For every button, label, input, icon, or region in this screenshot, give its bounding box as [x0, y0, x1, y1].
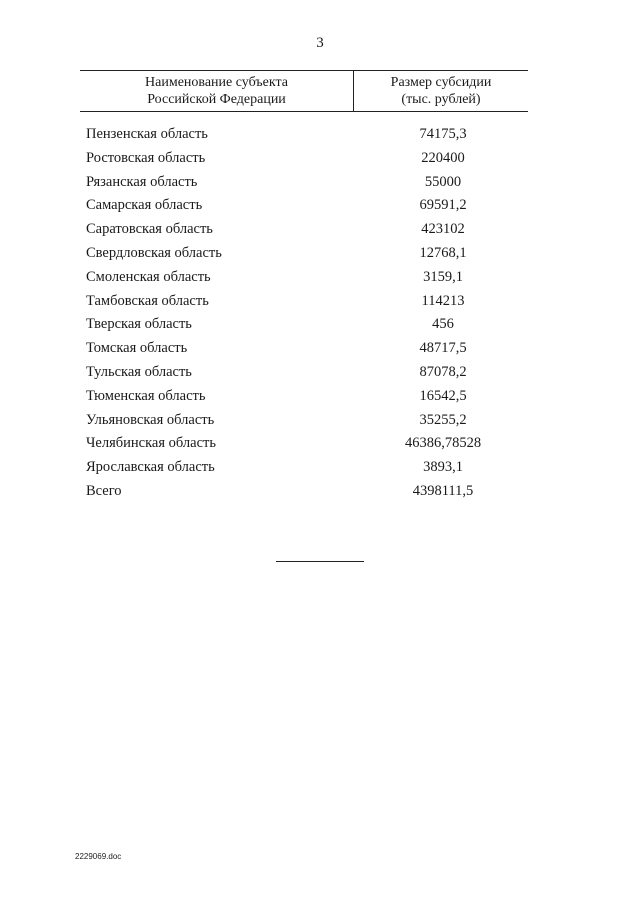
subsidy-amount: 55000 [424, 173, 462, 190]
column-header-region-line1: Наименование субъекта [145, 75, 288, 90]
region-name: Самарская область [86, 197, 203, 214]
table-row [86, 481, 528, 505]
subsidy-amount: 456 [432, 316, 454, 333]
table-row [86, 243, 528, 267]
region-name: Ульяновская область [86, 411, 215, 428]
region-name: Челябинская область [86, 435, 216, 452]
column-header-subsidy-line2: (тыс. рублей) [401, 92, 481, 107]
subsidy-amount: 69591,2 [419, 197, 467, 214]
subsidy-amount: 423102 [421, 221, 465, 238]
column-header-region-line2: Российской Федерации [147, 92, 286, 107]
table-row [86, 457, 528, 481]
column-header-subsidy-line1: Размер субсидии [390, 75, 492, 90]
table-row [86, 219, 528, 243]
subsidy-amount: 74175,3 [419, 126, 467, 142]
region-name: Ростовская область [86, 149, 206, 166]
table-row [86, 338, 528, 362]
subsidy-amount: 46386,78528 [404, 435, 482, 452]
table-row [86, 433, 528, 457]
table-row [86, 362, 528, 386]
table-row [86, 195, 528, 219]
region-name: Тульская область [86, 363, 192, 380]
table-row [86, 386, 528, 410]
region-name: Смоленская область [86, 268, 211, 285]
table-row [86, 124, 528, 148]
region-name: Тамбовская область [86, 292, 209, 309]
table-row [86, 172, 528, 196]
region-name: Саратовская область [86, 221, 213, 238]
page-number: 3 [316, 35, 324, 51]
subsidy-amount: 3893,1 [423, 459, 463, 476]
region-name: Томская область [86, 340, 188, 357]
column-header-region [80, 74, 353, 108]
subsidy-amount: 4398111,5 [412, 482, 474, 499]
document-code: 2229069.doc [75, 852, 122, 861]
region-name: Всего [86, 482, 122, 499]
region-name: Тюменская область [86, 387, 206, 404]
table-header [80, 70, 528, 112]
region-name: Пензенская область [86, 126, 208, 142]
region-name: Тверская область [86, 316, 192, 333]
table-body [86, 124, 528, 505]
table-row [86, 291, 528, 315]
table-row [86, 148, 528, 172]
table-row [86, 267, 528, 291]
table-row [86, 410, 528, 434]
subsidy-amount: 12768,1 [419, 244, 467, 261]
table-row [86, 314, 528, 338]
subsidy-amount: 3159,1 [423, 268, 463, 285]
closing-rule [276, 561, 364, 562]
column-header-subsidy [354, 74, 528, 108]
region-name: Свердловская область [86, 244, 222, 261]
subsidy-amount: 87078,2 [419, 363, 467, 380]
subsidy-amount: 35255,2 [419, 411, 467, 428]
subsidy-amount: 16542,5 [419, 387, 467, 404]
subsidy-amount: 220400 [421, 149, 465, 166]
region-name: Ярославская область [86, 459, 215, 476]
subsidy-amount: 48717,5 [419, 340, 467, 357]
region-name: Рязанская область [86, 173, 198, 190]
subsidy-amount: 114213 [421, 292, 465, 309]
